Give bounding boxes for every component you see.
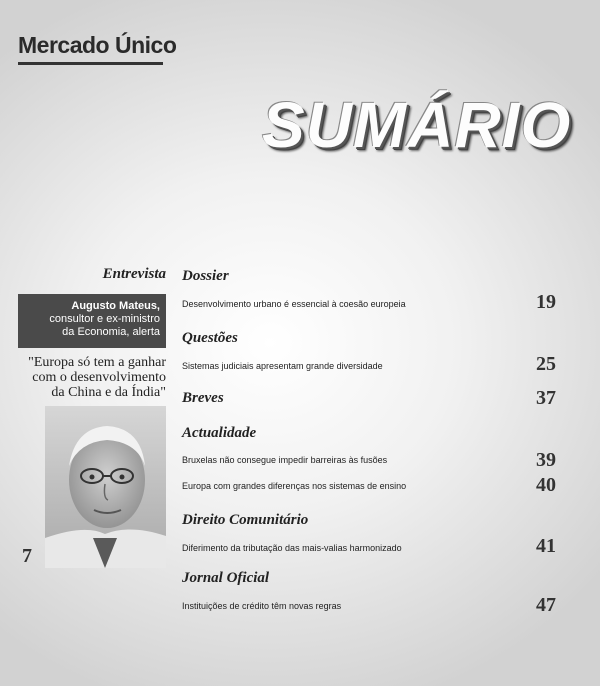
toc-page-number[interactable]: 47 [536, 594, 556, 616]
quote-line: com o desenvolvimento [32, 370, 166, 385]
quote-line: da China e da Índia" [51, 385, 166, 400]
interview-label: Entrevista [102, 266, 166, 282]
toc-item[interactable]: Instituições de crédito têm novas regras [182, 601, 342, 611]
author-line: da Economia, alerta [62, 326, 160, 338]
interview-page-number: 7 [22, 545, 32, 567]
toc-page-number[interactable]: 40 [536, 474, 556, 496]
author-box [18, 294, 166, 348]
author-line: consultor e ex-ministro [49, 313, 160, 325]
toc-heading-dossier[interactable]: Dossier [182, 268, 229, 284]
toc-item[interactable]: Desenvolvimento urbano é essencial à coesão europeia [182, 299, 406, 309]
section-label: Mercado Único [18, 32, 177, 58]
toc-heading-actualidade[interactable]: Actualidade [182, 425, 257, 441]
toc-heading-direito-comunitario[interactable]: Direito Comunitário [182, 512, 309, 528]
toc-page-number[interactable]: 39 [536, 449, 556, 471]
portrait-illustration [45, 406, 166, 568]
toc-page-number[interactable]: 19 [536, 291, 556, 313]
page-title: SUMÁRIO [262, 89, 572, 161]
toc-item[interactable]: Sistemas judiciais apresentam grande diversidade [182, 361, 383, 371]
interview-quote [6, 355, 166, 400]
toc-page-number[interactable]: 41 [536, 535, 556, 557]
toc-page-number[interactable]: 25 [536, 353, 556, 375]
toc-item[interactable]: Diferimento da tributação das mais-valias harmonizado [182, 543, 402, 553]
author-line: Augusto Mateus, [71, 300, 160, 312]
section-underline [18, 62, 163, 65]
toc-heading-questoes[interactable]: Questões [182, 330, 238, 346]
toc-heading-jornal-oficial[interactable]: Jornal Oficial [182, 570, 270, 586]
toc-item[interactable]: Europa com grandes diferenças nos sistemas de ensino [182, 481, 407, 491]
toc-item[interactable]: Bruxelas não consegue impedir barreiras às fusões [182, 455, 388, 465]
toc-heading-breves[interactable]: Breves [182, 390, 224, 406]
interview-feature[interactable] [18, 260, 166, 575]
quote-line: "Europa só tem a ganhar [28, 355, 166, 370]
toc-page-number[interactable]: 37 [536, 387, 556, 409]
portrait-photo [45, 406, 166, 568]
